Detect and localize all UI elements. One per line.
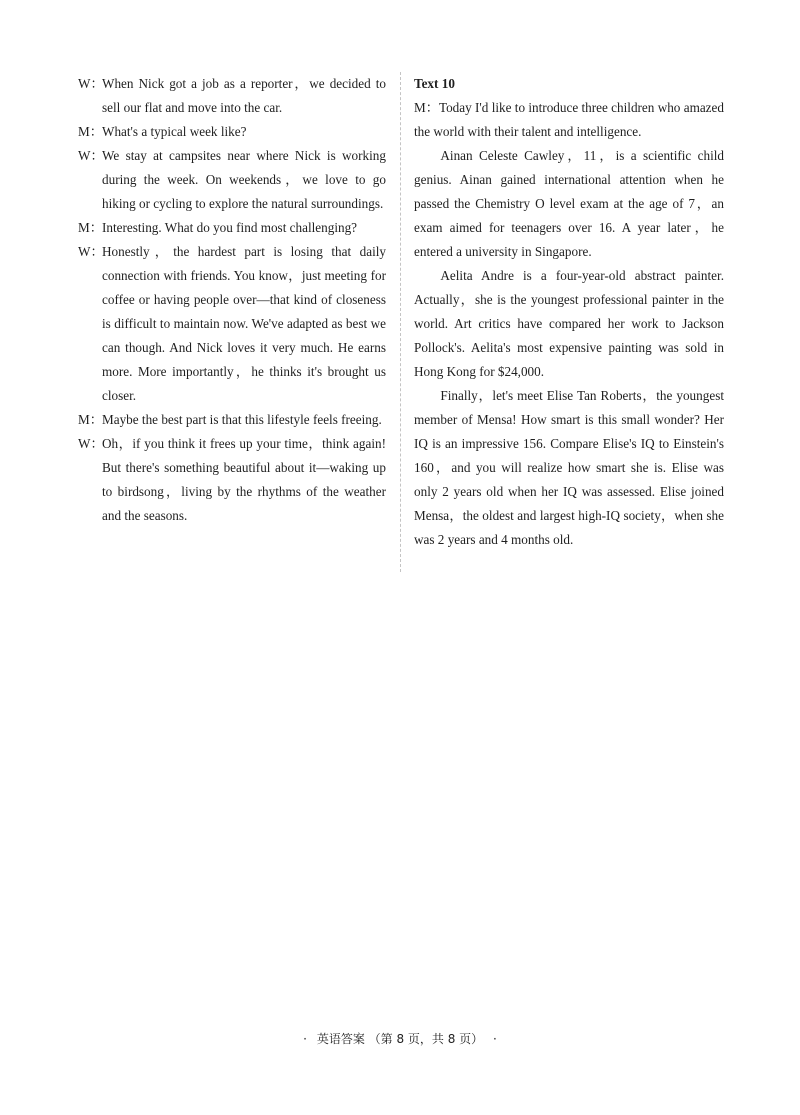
footer-dot: · — [493, 1032, 497, 1046]
paragraph: Finally，let's meet Elise Tan Roberts，the youngest member of Mensa! How smart is this small wonder? Her IQ is an impressive 156. Compare Elise's IQ to Einstein's 160，and you will realize how smart she is. Elise was only 2 years old when her IQ was assessed. Elise joined Mensa，the oldest and largest high-IQ society，when she was 2 years and 4 months old. — [414, 388, 724, 547]
dialogue-turn — [78, 120, 386, 144]
speaker-label: M： — [78, 412, 103, 427]
section-title: Text 10 — [414, 76, 455, 91]
speaker-label: M： — [414, 100, 439, 115]
speech-text: Interesting. What do you find most challenging? — [102, 220, 358, 235]
speech-text: What's a typical week like? — [102, 124, 247, 139]
footer-page-info: （第 8 页，共 8 页） — [368, 1032, 484, 1046]
speech-text: We stay at campsites near where Nick is working during the week. On weekends，we love to go hiking or cycling to explore the natural surroundings. — [102, 148, 386, 211]
dialogue-turn — [78, 144, 386, 216]
speaker-label: W： — [78, 244, 104, 259]
dialogue-turn — [78, 72, 386, 120]
paragraph: Aelita Andre is a four-year-old abstract painter. Actually，she is the youngest professional painter in the world. Art critics have compared her work to Jackson Pollock's. Aelita's most expensive painting was sold in Hong Kong for $24,000. — [414, 268, 724, 379]
footer-subject: 英语答案 — [316, 1032, 365, 1046]
speaker-label: W： — [78, 76, 104, 91]
footer-dot: · — [303, 1032, 307, 1046]
speaker-label: W： — [78, 436, 104, 451]
page-footer — [0, 1030, 800, 1047]
speaker-label: M： — [78, 220, 103, 235]
speech-text: Today I'd like to introduce three children who amazed the world with their talent and intelligence. — [414, 100, 724, 139]
speech-text: When Nick got a job as a reporter，we decided to sell our flat and move into the car. — [102, 76, 386, 115]
paragraph: Ainan Celeste Cawley，11，is a scientific child genius. Ainan gained international attention when he passed the Chemistry O level exam at the age of 7，an exam aimed for teenagers over 16. A year later，he entered a university in Singapore. — [414, 148, 724, 259]
dialogue-turn — [78, 408, 386, 432]
dialogue-turn — [78, 432, 386, 528]
speaker-label: W： — [78, 148, 104, 163]
speech-text: Oh，if you think it frees up your time，think again! But there's something beautiful about it—waking up to birdsong，living by the rhythms of the weather and the seasons. — [102, 436, 386, 523]
intro-line — [414, 96, 724, 144]
column-divider — [400, 72, 401, 572]
speaker-label: M： — [78, 124, 103, 139]
speech-text: Honestly，the hardest part is losing that daily connection with friends. You know，just meeting for coffee or having people over—that kind of closeness is difficult to maintain now. We've adapted as best we can though. And Nick loves it very much. He earns more. More importantly，he thinks it's brought us closer. — [102, 244, 386, 403]
dialogue-turn — [78, 240, 386, 408]
left-column — [78, 72, 386, 528]
right-column — [414, 72, 724, 552]
speech-text: Maybe the best part is that this lifestyle feels freeing. — [102, 412, 382, 427]
dialogue-turn — [78, 216, 386, 240]
